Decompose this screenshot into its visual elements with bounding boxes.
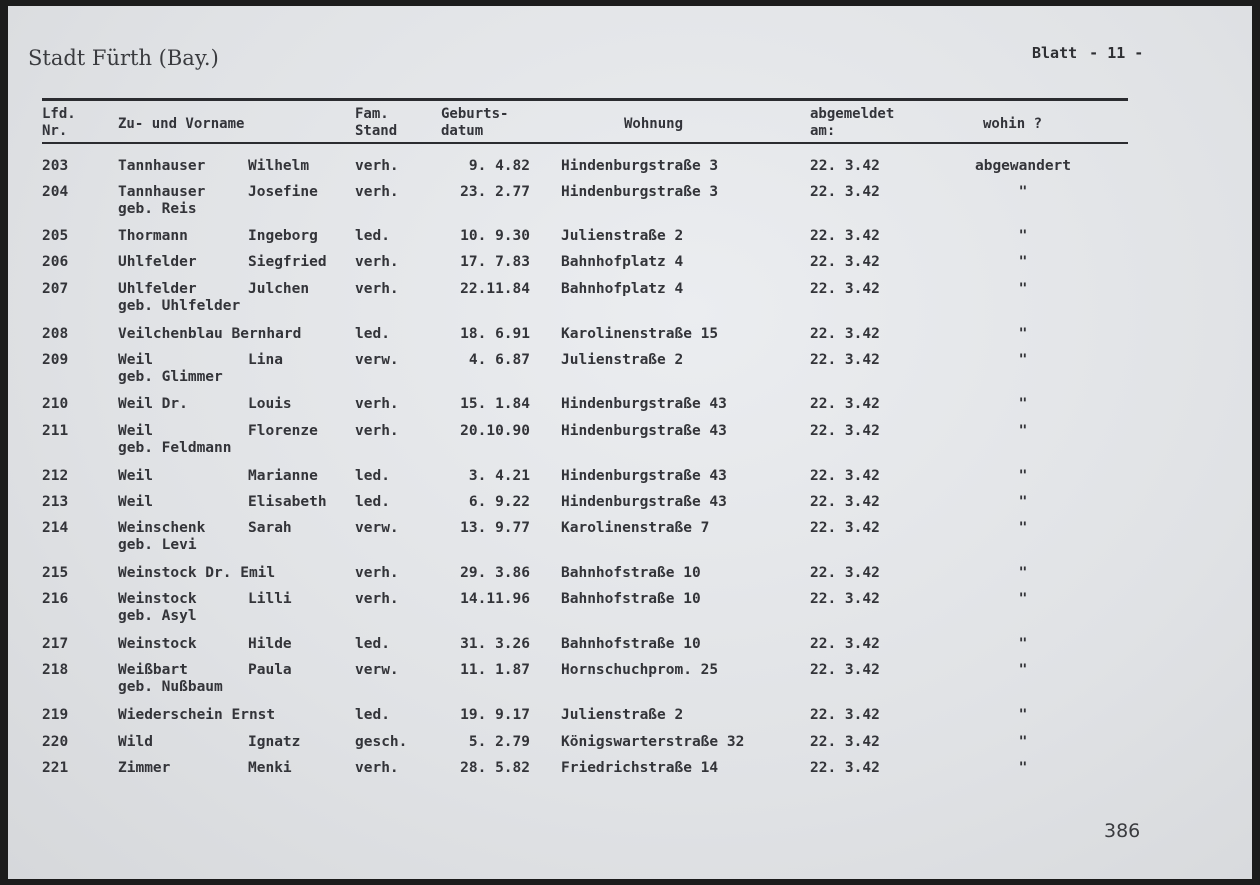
entry-number: 216 [42, 591, 69, 607]
entry-destination: " [1018, 565, 1028, 581]
entry-birth-date: 3. 4.21 [468, 468, 530, 484]
entry-destination: " [1018, 520, 1028, 536]
entry-deregistered-date: 22. 3.42 [810, 254, 880, 270]
entry-birth-date: 10. 9.30 [460, 228, 530, 244]
entry-destination: " [1018, 591, 1028, 607]
entry-destination: " [1018, 281, 1028, 297]
entry-deregistered-date: 22. 3.42 [810, 396, 880, 412]
entry-deregistered-date: 22. 3.42 [810, 158, 880, 174]
entry-family-status: led. [355, 636, 390, 652]
entry-surname: Weil [118, 352, 153, 368]
entry-first-name: Lilli [248, 591, 292, 607]
col-header-geburtsdatum: Geburts- datum [441, 106, 509, 139]
entry-deregistered-date: 22. 3.42 [810, 228, 880, 244]
entry-address: Bahnhofstraße 10 [561, 591, 701, 607]
entry-deregistered-date: 22. 3.42 [810, 565, 880, 581]
entry-surname: Thormann [118, 228, 188, 244]
entry-deregistered-date: 22. 3.42 [810, 352, 880, 368]
entry-address: Hornschuchprom. 25 [561, 662, 719, 678]
entry-destination: " [1018, 636, 1028, 652]
entry-family-status: gesch. [355, 734, 408, 750]
entry-number: 203 [42, 158, 69, 174]
entry-birth-date: 6. 9.22 [468, 494, 530, 510]
entry-address: Karolinenstraße 7 [561, 520, 710, 536]
entry-number: 217 [42, 636, 69, 652]
entry-first-name: Florenze [248, 423, 318, 439]
entry-first-name: Louis [248, 396, 292, 412]
entry-address: Hindenburgstraße 43 [561, 423, 727, 439]
entry-deregistered-date: 22. 3.42 [810, 281, 880, 297]
entry-address: Julienstraße 2 [561, 707, 684, 723]
entry-address: Friedrichstraße 14 [561, 760, 719, 776]
entry-deregistered-date: 22. 3.42 [810, 760, 880, 776]
entry-surname: Weinstock [118, 636, 197, 652]
entry-birth-date: 29. 3.86 [460, 565, 530, 581]
blatt-label: Blatt [1032, 44, 1078, 62]
entry-address: Bahnhofstraße 10 [561, 636, 701, 652]
entry-deregistered-date: 22. 3.42 [810, 184, 880, 200]
entry-maiden-name: geb. Feldmann [118, 440, 232, 456]
entry-number: 204 [42, 184, 69, 200]
entry-number: 214 [42, 520, 69, 536]
entry-deregistered-date: 22. 3.42 [810, 326, 880, 342]
entry-birth-date: 4. 6.87 [468, 352, 530, 368]
entry-destination: " [1018, 352, 1028, 368]
entry-deregistered-date: 22. 3.42 [810, 734, 880, 750]
entry-destination: " [1018, 494, 1028, 510]
entry-address: Hindenburgstraße 43 [561, 468, 727, 484]
entry-family-status: verw. [355, 520, 399, 536]
entry-surname: Uhlfelder [118, 281, 197, 297]
table-row [8, 423, 1252, 463]
entry-birth-date: 19. 9.17 [460, 707, 530, 723]
col-header-lfd: Lfd. Nr. [42, 106, 76, 139]
col-header-name: Zu- und Vorname [118, 116, 245, 132]
entry-first-name: Siegfried [248, 254, 327, 270]
entry-birth-date: 18. 6.91 [460, 326, 530, 342]
entry-first-name: Wilhelm [248, 158, 310, 174]
col-header-wohin: wohin ? [983, 116, 1043, 132]
table-row [8, 662, 1252, 702]
entry-number: 211 [42, 423, 69, 439]
entry-surname: Zimmer [118, 760, 171, 776]
entry-family-status: led. [355, 228, 390, 244]
entry-number: 213 [42, 494, 69, 510]
entry-birth-date: 20.10.90 [460, 423, 530, 439]
entry-surname: Weil [118, 468, 153, 484]
entry-family-status: verh. [355, 281, 399, 297]
entry-address: Hindenburgstraße 43 [561, 396, 727, 412]
entry-maiden-name: geb. Asyl [118, 608, 197, 624]
entry-destination: " [1018, 254, 1028, 270]
entry-surname: Weinstock [118, 591, 197, 607]
entry-number: 210 [42, 396, 69, 412]
table-row [8, 520, 1252, 560]
entry-surname: Weil [118, 494, 153, 510]
entry-family-status: verh. [355, 591, 399, 607]
entry-maiden-name: geb. Glimmer [118, 369, 223, 385]
entry-deregistered-date: 22. 3.42 [810, 636, 880, 652]
entry-birth-date: 13. 9.77 [460, 520, 530, 536]
entry-number: 221 [42, 760, 69, 776]
header-top-rule [42, 98, 1128, 101]
entry-destination: abgewandert [974, 158, 1072, 174]
city-title: Stadt Fürth (Bay.) [28, 46, 219, 70]
entry-surname: Weil Dr. [118, 396, 188, 412]
table-row [8, 760, 1252, 800]
entry-family-status: led. [355, 468, 390, 484]
entry-family-status: verh. [355, 158, 399, 174]
entry-destination: " [1018, 662, 1028, 678]
entry-family-status: verh. [355, 565, 399, 581]
entry-number: 209 [42, 352, 69, 368]
entry-family-status: verh. [355, 184, 399, 200]
entry-number: 215 [42, 565, 69, 581]
entry-destination: " [1018, 734, 1028, 750]
entry-family-status: verh. [355, 760, 399, 776]
sheet-number [1032, 44, 1143, 62]
entry-deregistered-date: 22. 3.42 [810, 591, 880, 607]
entry-destination: " [1018, 326, 1028, 342]
entry-maiden-name: geb. Uhlfelder [118, 298, 241, 314]
entry-address: Bahnhofplatz 4 [561, 254, 684, 270]
entry-family-status: led. [355, 707, 390, 723]
entry-number: 219 [42, 707, 69, 723]
entry-first-name: Sarah [248, 520, 292, 536]
entry-surname: Tannhauser [118, 158, 206, 174]
entry-destination: " [1018, 396, 1028, 412]
col-header-wohnung: Wohnung [624, 116, 684, 132]
entry-surname: Weil [118, 423, 153, 439]
entry-first-name: Lina [248, 352, 283, 368]
entry-number: 206 [42, 254, 69, 270]
entry-address: Hindenburgstraße 3 [561, 184, 719, 200]
entry-family-status: verh. [355, 396, 399, 412]
entry-first-name: Menki [248, 760, 292, 776]
entry-maiden-name: geb. Levi [118, 537, 197, 553]
table-row [8, 591, 1252, 631]
entry-birth-date: 11. 1.87 [460, 662, 530, 678]
entry-birth-date: 9. 4.82 [468, 158, 530, 174]
entry-surname: Wiederschein Ernst [118, 707, 276, 723]
entry-number: 205 [42, 228, 69, 244]
entry-deregistered-date: 22. 3.42 [810, 707, 880, 723]
entry-birth-date: 17. 7.83 [460, 254, 530, 270]
col-header-abgemeldet: abgemeldet am: [810, 106, 895, 139]
entry-birth-date: 15. 1.84 [460, 396, 530, 412]
entry-birth-date: 22.11.84 [460, 281, 530, 297]
entry-number: 208 [42, 326, 69, 342]
entry-first-name: Josefine [248, 184, 318, 200]
entry-deregistered-date: 22. 3.42 [810, 662, 880, 678]
entry-first-name: Hilde [248, 636, 292, 652]
entry-number: 220 [42, 734, 69, 750]
entry-first-name: Marianne [248, 468, 318, 484]
entry-deregistered-date: 22. 3.42 [810, 468, 880, 484]
table-row [8, 281, 1252, 321]
entry-surname: Tannhauser [118, 184, 206, 200]
entry-family-status: verw. [355, 352, 399, 368]
entry-birth-date: 28. 5.82 [460, 760, 530, 776]
register-sheet [8, 6, 1252, 879]
entry-destination: " [1018, 184, 1028, 200]
entry-address: Karolinenstraße 15 [561, 326, 719, 342]
table-row [8, 184, 1252, 224]
entry-surname: Weißbart [118, 662, 188, 678]
entry-number: 212 [42, 468, 69, 484]
entry-family-status: led. [355, 326, 390, 342]
entry-first-name: Paula [248, 662, 292, 678]
entry-destination: " [1018, 423, 1028, 439]
entry-destination: " [1018, 707, 1028, 723]
entry-deregistered-date: 22. 3.42 [810, 423, 880, 439]
entry-number: 218 [42, 662, 69, 678]
col-header-fam: Fam. Stand [355, 106, 398, 139]
entry-address: Bahnhofstraße 10 [561, 565, 701, 581]
entry-maiden-name: geb. Nußbaum [118, 679, 223, 695]
entry-address: Julienstraße 2 [561, 228, 684, 244]
entry-surname: Weinstock Dr. Emil [118, 565, 276, 581]
entry-address: Bahnhofplatz 4 [561, 281, 684, 297]
entry-address: Julienstraße 2 [561, 352, 684, 368]
entry-address: Hindenburgstraße 3 [561, 158, 719, 174]
page-number: 386 [1104, 820, 1141, 842]
entry-surname: Wild [118, 734, 153, 750]
entry-family-status: verh. [355, 254, 399, 270]
entry-first-name: Julchen [248, 281, 310, 297]
entry-maiden-name: geb. Reis [118, 201, 197, 217]
entry-surname: Weinschenk [118, 520, 206, 536]
entry-destination: " [1018, 468, 1028, 484]
entry-family-status: led. [355, 494, 390, 510]
entry-deregistered-date: 22. 3.42 [810, 520, 880, 536]
entry-first-name: Elisabeth [248, 494, 327, 510]
entry-number: 207 [42, 281, 69, 297]
entry-surname: Veilchenblau Bernhard [118, 326, 302, 342]
entry-family-status: verh. [355, 423, 399, 439]
entry-deregistered-date: 22. 3.42 [810, 494, 880, 510]
table-row [8, 352, 1252, 392]
entry-address: Königswarterstraße 32 [561, 734, 745, 750]
entry-first-name: Ingeborg [248, 228, 318, 244]
entry-surname: Uhlfelder [118, 254, 197, 270]
entry-birth-date: 5. 2.79 [468, 734, 530, 750]
entry-destination: " [1018, 228, 1028, 244]
blatt-number: - 11 - [1089, 44, 1144, 62]
entry-birth-date: 23. 2.77 [460, 184, 530, 200]
entry-address: Hindenburgstraße 43 [561, 494, 727, 510]
entry-birth-date: 14.11.96 [460, 591, 530, 607]
entry-family-status: verw. [355, 662, 399, 678]
entry-birth-date: 31. 3.26 [460, 636, 530, 652]
entry-destination: " [1018, 760, 1028, 776]
entry-first-name: Ignatz [248, 734, 301, 750]
header-bottom-rule [42, 142, 1128, 144]
